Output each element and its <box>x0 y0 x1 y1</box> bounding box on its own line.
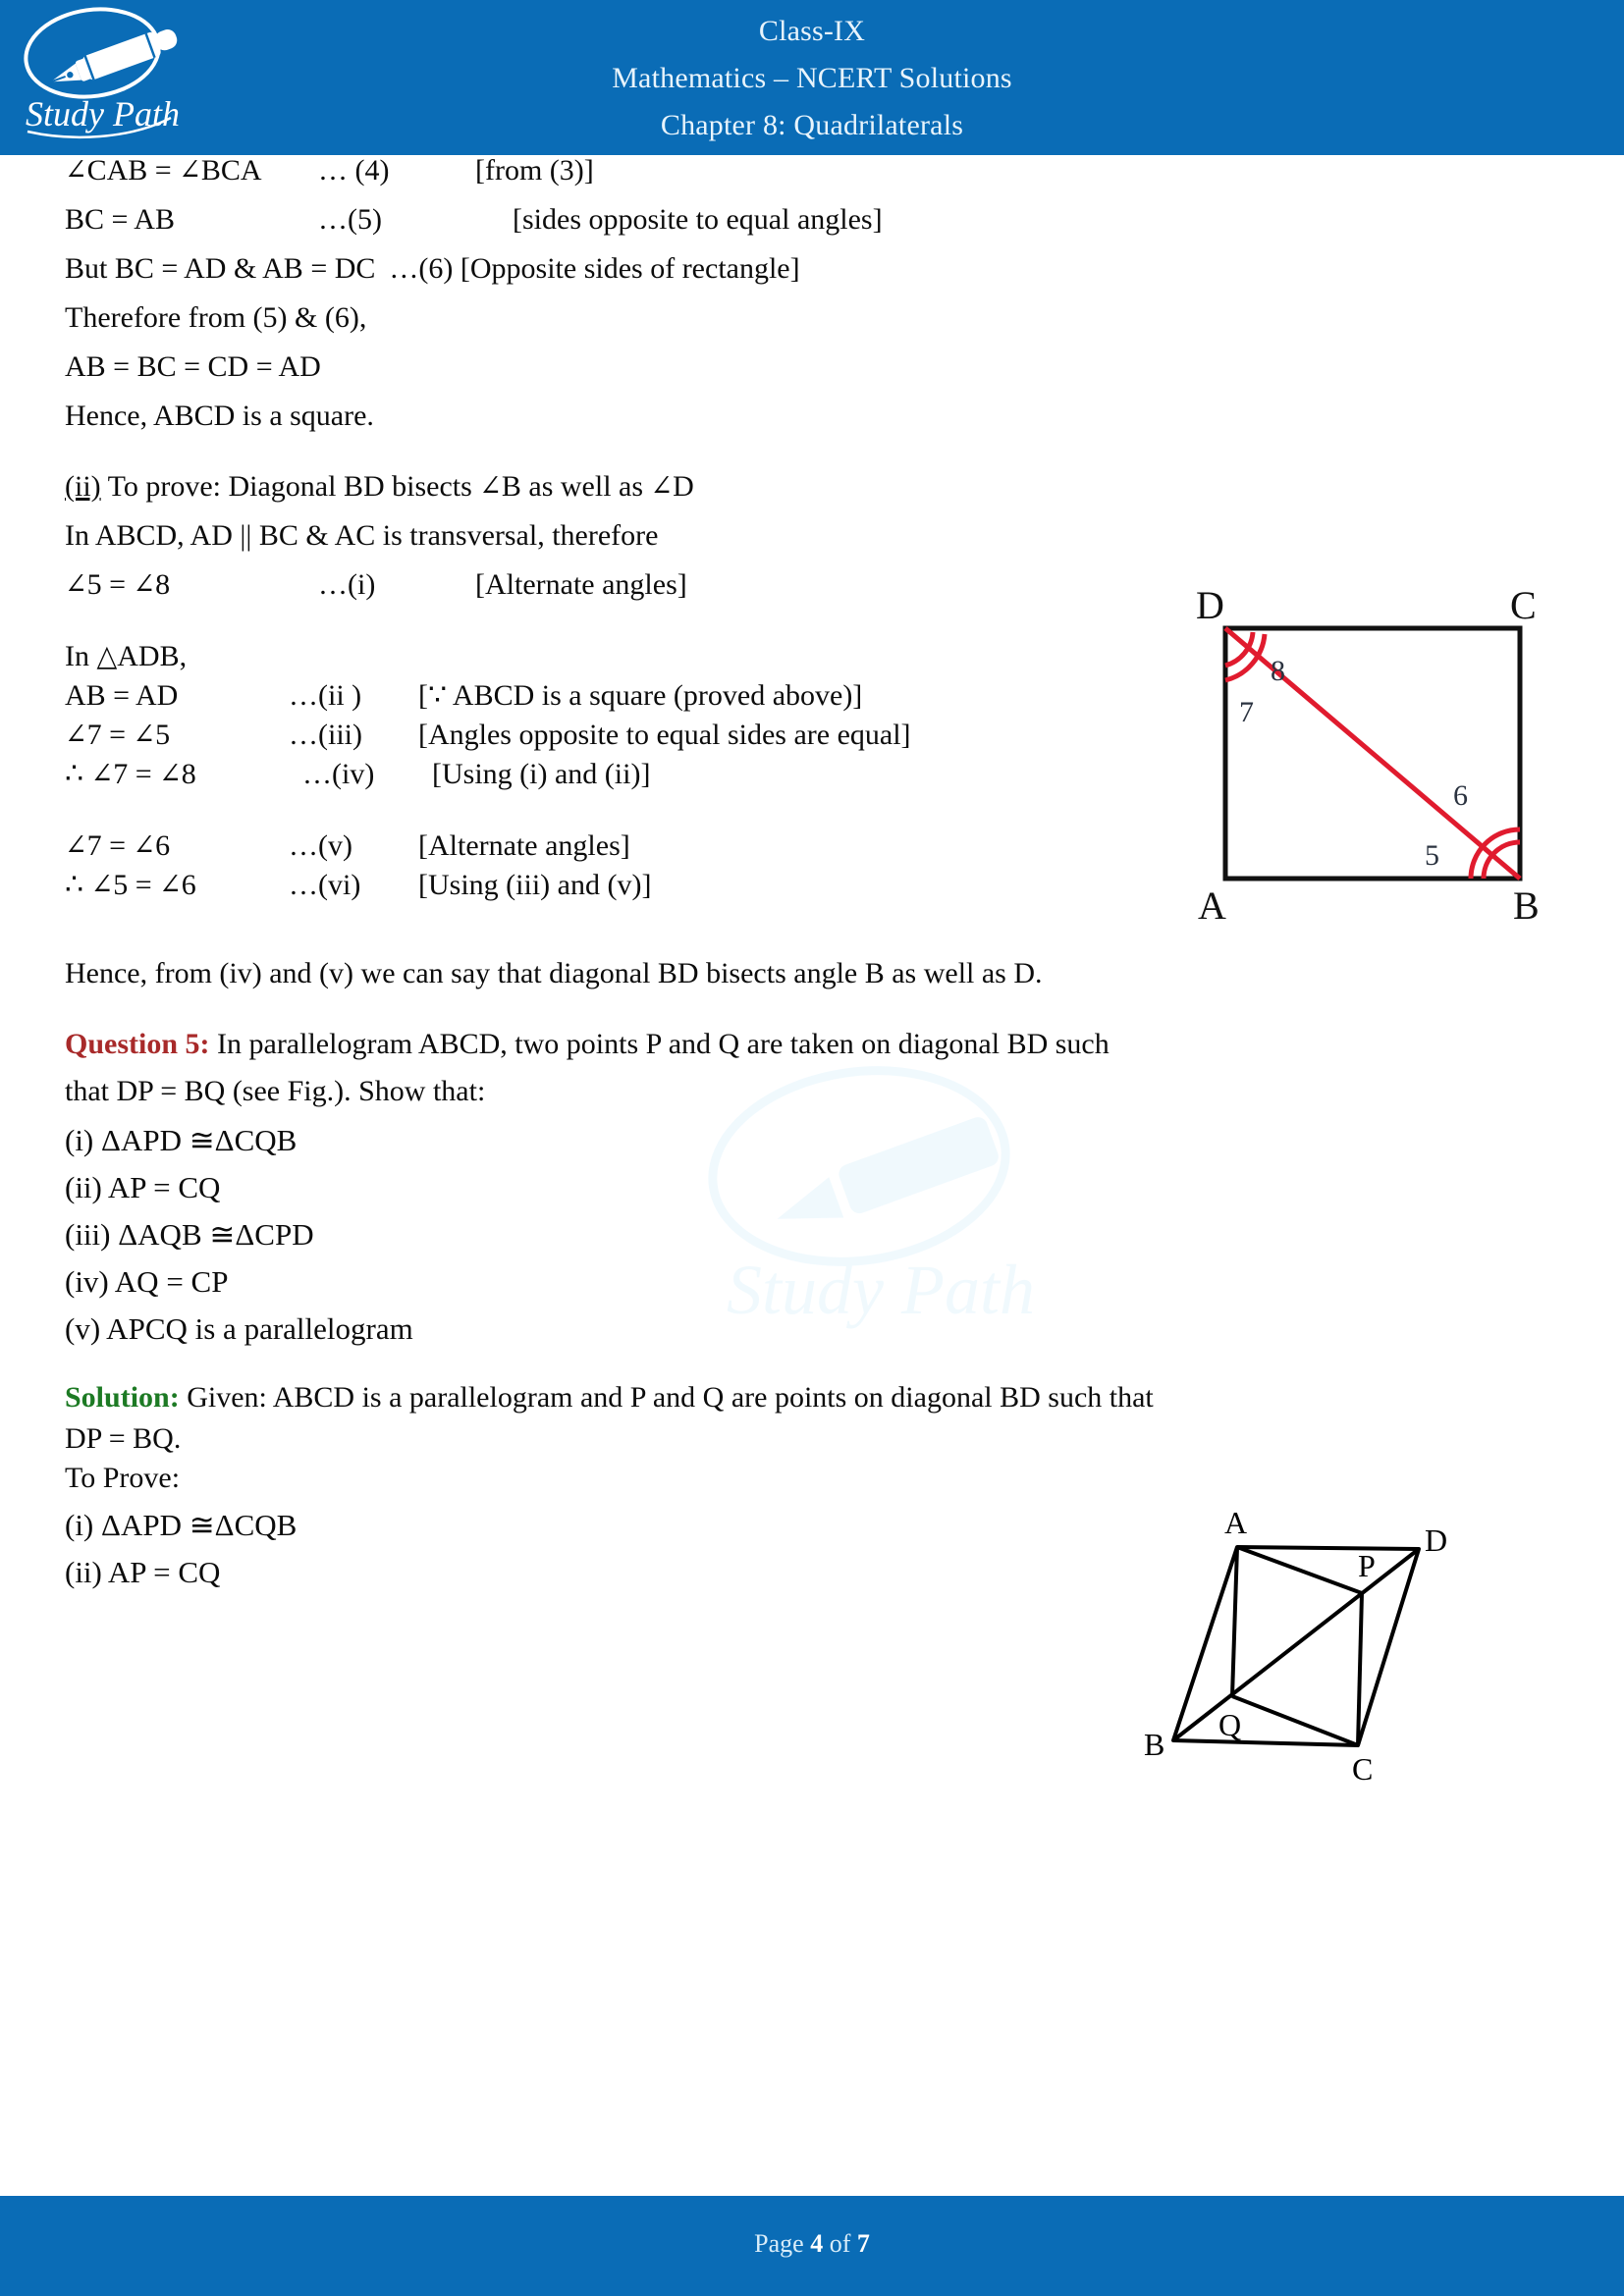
page-number-text <box>0 2229 1624 2259</box>
line-angle-cab-bca-lhs: ∠CAB = ∠BCA <box>65 154 262 187</box>
line-angle7-angle5-lhs: ∠7 = ∠5 <box>65 719 171 751</box>
parallelogram-label-a: A <box>1224 1505 1248 1540</box>
line-angle5-angle6-ref: …(vi) <box>289 869 361 901</box>
solution-line-2: DP = BQ. <box>65 1422 182 1455</box>
solution-line-1 <box>65 1382 1154 1414</box>
header-titles <box>0 8 1624 149</box>
solution-to-prove-heading: To Prove: <box>65 1462 181 1494</box>
question-5-item-v: (v) APCQ is a parallelogram <box>65 1311 413 1346</box>
square-angle-label-6: 6 <box>1453 779 1468 812</box>
diagonal-db <box>1225 628 1520 879</box>
header-class-line: Class-IX <box>758 15 866 47</box>
part-ii-text: To prove: Diagonal BD bisects ∠B as well as ∠D <box>100 470 694 503</box>
square-angle-label-5: 5 <box>1425 839 1439 872</box>
line-ab-ad-ref: …(ii ) <box>289 679 362 712</box>
angle-arc-d-outer <box>1225 634 1265 680</box>
question-5-item-ii: (ii) AP = CQ <box>65 1170 221 1204</box>
question-5-item-iv: (iv) AQ = CP <box>65 1264 229 1299</box>
line-angle-cab-bca-ref: … (4) <box>318 154 390 187</box>
parallelogram-label-c: C <box>1352 1751 1374 1787</box>
parallelogram-label-p: P <box>1358 1548 1376 1583</box>
line-part-ii-heading <box>65 471 694 503</box>
line-angle7-angle8-lhs: ∴ ∠7 = ∠8 <box>65 758 196 790</box>
solution-item-i: (i) ΔAPD ≅ΔCQB <box>65 1508 298 1542</box>
line-bc-ab-lhs: BC = AB <box>65 203 175 236</box>
line-in-abcd-transversal: In ABCD, AD || BC & AC is transversal, therefore <box>65 519 659 552</box>
line-hence-bd-bisects: Hence, from (iv) and (v) we can say that diagonal BD bisects angle B as well as D. <box>65 957 1043 989</box>
line-angle7-angle6-lhs: ∠7 = ∠6 <box>65 829 171 862</box>
line-angle7-angle6 <box>65 830 630 862</box>
line-ab-ad <box>65 680 862 712</box>
line-in-triangle-adb: In △ADB, <box>65 640 188 672</box>
page-middle: of <box>823 2229 857 2258</box>
figure-parallelogram-abcd <box>1134 1500 1478 1804</box>
question-5-label: Question 5: <box>65 1028 210 1060</box>
parallelogram-label-b: B <box>1144 1727 1165 1762</box>
line-bc-ab-ref: …(5) <box>318 203 382 236</box>
parallelogram-label-d: D <box>1425 1522 1448 1558</box>
solution-given-text: Given: ABCD is a parallelogram and P and Q are points on diagonal BD such that <box>179 1381 1154 1414</box>
page-prefix: Page <box>754 2229 811 2258</box>
segment-ap <box>1237 1547 1362 1593</box>
square-label-a: A <box>1198 883 1226 928</box>
square-angle-label-7: 7 <box>1239 696 1254 728</box>
line-angle7-angle5 <box>65 720 911 751</box>
segment-aq <box>1232 1547 1237 1696</box>
figure-square-abcd <box>1186 587 1598 1058</box>
page-watermark <box>687 1019 1041 1372</box>
line-angle5-angle8-reason: [Alternate angles] <box>475 568 687 601</box>
header-chapter-line: Chapter 8: Quadrilaterals <box>660 109 964 141</box>
line-but-bc-ad-reason: …(6) [Opposite sides of rectangle] <box>389 252 800 285</box>
square-label-b: B <box>1513 883 1540 928</box>
part-ii-number: (ii) <box>65 470 101 503</box>
question-5-item-iii: (iii) ΔAQB ≅ΔCPD <box>65 1217 314 1252</box>
diagonal-bd <box>1173 1549 1419 1740</box>
square-label-d: D <box>1196 587 1224 627</box>
question-5-item-i: (i) ΔAPD ≅ΔCQB <box>65 1123 298 1157</box>
page-header <box>0 0 1624 155</box>
line-angle5-angle6-lhs: ∴ ∠5 = ∠6 <box>65 869 196 901</box>
line-angle7-angle8-reason: [Using (i) and (ii)] <box>432 758 651 790</box>
line-hence-square: Hence, ABCD is a square. <box>65 400 374 432</box>
line-but-bc-ad-lhs: But BC = AD & AB = DC <box>65 252 376 285</box>
segment-pc <box>1358 1593 1362 1745</box>
line-bc-ab-reason: [sides opposite to equal angles] <box>513 203 883 236</box>
logo-wordmark: Study Path <box>26 94 180 133</box>
line-angle7-angle5-ref: …(iii) <box>289 719 362 751</box>
line-ab-ad-reason: [∵ ABCD is a square (proved above)] <box>418 679 863 712</box>
line-angle7-angle8-ref: …(iv) <box>302 758 375 790</box>
question-5-line-1 <box>65 1029 1110 1060</box>
line-angle5-angle6 <box>65 870 651 901</box>
line-therefore-5-6: Therefore from (5) & (6), <box>65 301 367 334</box>
square-angle-label-8: 8 <box>1271 655 1285 687</box>
figure-parallelogram-svg <box>1134 1500 1478 1804</box>
line-angle7-angle6-ref: …(v) <box>289 829 352 862</box>
solution-item-ii: (ii) AP = CQ <box>65 1555 221 1589</box>
page-content <box>0 155 1624 2196</box>
figure-square-svg <box>1186 587 1598 1058</box>
line-angle-cab-bca <box>65 155 594 187</box>
page-footer <box>0 2196 1624 2296</box>
parallelogram-label-q: Q <box>1218 1707 1242 1742</box>
line-angle5-angle8-lhs: ∠5 = ∠8 <box>65 568 171 601</box>
line-ab-ad-lhs: AB = AD <box>65 679 179 712</box>
line-bc-ab <box>65 204 883 236</box>
line-angle7-angle6-reason: [Alternate angles] <box>418 829 630 862</box>
question-5-text: In parallelogram ABCD, two points P and Q are taken on diagonal BD such <box>209 1028 1110 1060</box>
line-ab-bc-cd-ad: AB = BC = CD = AD <box>65 350 321 383</box>
line-angle7-angle8 <box>65 759 650 790</box>
page-total: 7 <box>856 2229 870 2258</box>
header-subject-line: Mathematics – NCERT Solutions <box>612 62 1012 94</box>
page-current: 4 <box>810 2229 824 2258</box>
line-but-bc-ad <box>65 253 800 285</box>
line-angle5-angle6-reason: [Using (iii) and (v)] <box>418 869 652 901</box>
svg-text:Study Path: Study Path <box>727 1251 1035 1329</box>
segment-qc <box>1232 1696 1358 1745</box>
square-label-c: C <box>1510 587 1537 627</box>
line-angle7-angle5-reason: [Angles opposite to equal sides are equal] <box>418 719 911 751</box>
question-5-line-2: that DP = BQ (see Fig.). Show that: <box>65 1075 486 1107</box>
solution-label: Solution: <box>65 1381 180 1414</box>
line-angle-cab-bca-reason: [from (3)] <box>475 154 594 187</box>
line-angle5-angle8-ref: …(i) <box>318 568 376 601</box>
line-angle5-angle8 <box>65 569 687 601</box>
